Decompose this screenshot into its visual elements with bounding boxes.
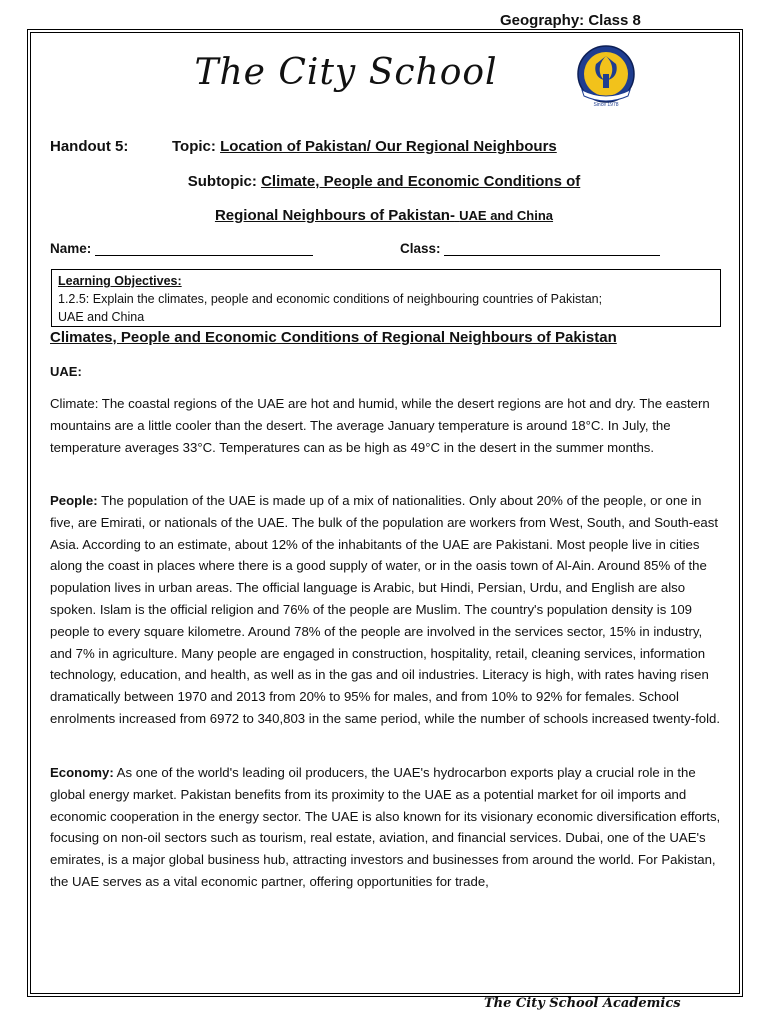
subtopic-line-2 [0,207,768,224]
economy-text: As one of the world's leading oil producers, the UAE's hydrocarbon exports play a crucial role in the global energy market. Pakistan benefits from its proximity to the UAE as a potential market for oil imports and economic cooperation in the energy sector. The UAE is also known for its visionary economic diversification efforts, focusing on non-oil sectors such as tourism, real estate, aviation, and financial services. Dubai, one of the UAE's emirates, is a major global business hub, attracting investors and businesses from around the world. For Pakistan, the UAE serves as a vital economic partner, offering opportunities for trade, [50,765,721,889]
school-logo [574,44,638,108]
name-field-row [50,241,313,256]
economy-paragraph [50,762,724,893]
economy-label: Economy: [50,765,114,780]
people-text: The population of the UAE is made up of a mix of nationalities. Only about 20% of the people, or one in five, are Emirati, or nationals of the UAE. The bulk of the population are workers from West, South, and South-east Asia. According to an estimate, about 12% of the inhabitants of the UAE are Pakistani. Most people live in cities along the coast in places where there is a good supply of water, or in the oasis town of Al-Ain. Around 85% of the population lives in urban areas. The official language is Arabic, but Hindi, Persian, Urdu, and English are also spoken. Islam is the official religion and 76% of the people are Muslim. The country's population density is 109 people to every square kilometre. Around 78% of the people are involved in the services sector, 15% in industry, and 7% in agriculture. Many people are engaged in construction, hospitality, retail, cleaning services, information technology, education, and health, as well as in the gas and oil industries. Literacy is high, with rates having risen dramatically between 1970 and 2013 from 20% to 95% for males, and from 10% to 92% for females. School enrolments increased from 6972 to 340,803 in the same period, while the number of schools increased twenty-fold. [50,493,721,726]
subtopic-prefix: Subtopic: [187,173,257,190]
class-label: Class: [400,241,441,256]
footer-academics: The City School Academics [484,996,681,1011]
subtopic-text-2: Regional Neighbours of Pakistan- UAE and China [214,207,554,224]
people-label: People: [50,493,98,508]
subtopic-text-1: Climate, People and Economic Conditions of [261,173,581,190]
handout-label: Handout 5: [50,138,129,155]
class-field-row [400,241,660,256]
topic-prefix: Topic: [172,138,216,155]
uae-label: UAE: [50,364,82,379]
section-heading: Climates, People and Economic Conditions of Regional Neighbours of Pakistan [50,329,617,346]
handout-topic-row [50,138,557,155]
name-blank-line[interactable] [95,241,313,256]
objectives-line-2: UAE and China [58,310,145,324]
subject-class-label: Geography: Class 8 [500,12,641,29]
subtopic-countries: UAE and China [459,208,554,223]
subtopic-line-1 [0,173,768,190]
learning-objectives-box [51,269,721,327]
name-label: Name: [50,241,92,256]
class-blank-line[interactable] [444,241,660,256]
logo-since-text: Since 1978 [593,102,619,108]
objectives-line-1: 1.2.5: Explain the climates, people and economic conditions of neighbouring countries of Pakistan; [58,292,603,306]
people-paragraph [50,490,724,730]
climate-paragraph: Climate: The coastal regions of the UAE are hot and humid, while the desert regions are hot and dry. The eastern mountains are a little cooler than the desert. The average January temperature is around 18°C. In July, the temperature averages 33°C. Temperatures can as be high as 49°C in the desert in the summer months. [50,396,710,455]
school-title: The City School [194,52,498,93]
objectives-title: Learning Objectives: [58,274,182,288]
topic-text: Location of Pakistan/ Our Regional Neighbours [220,138,557,155]
